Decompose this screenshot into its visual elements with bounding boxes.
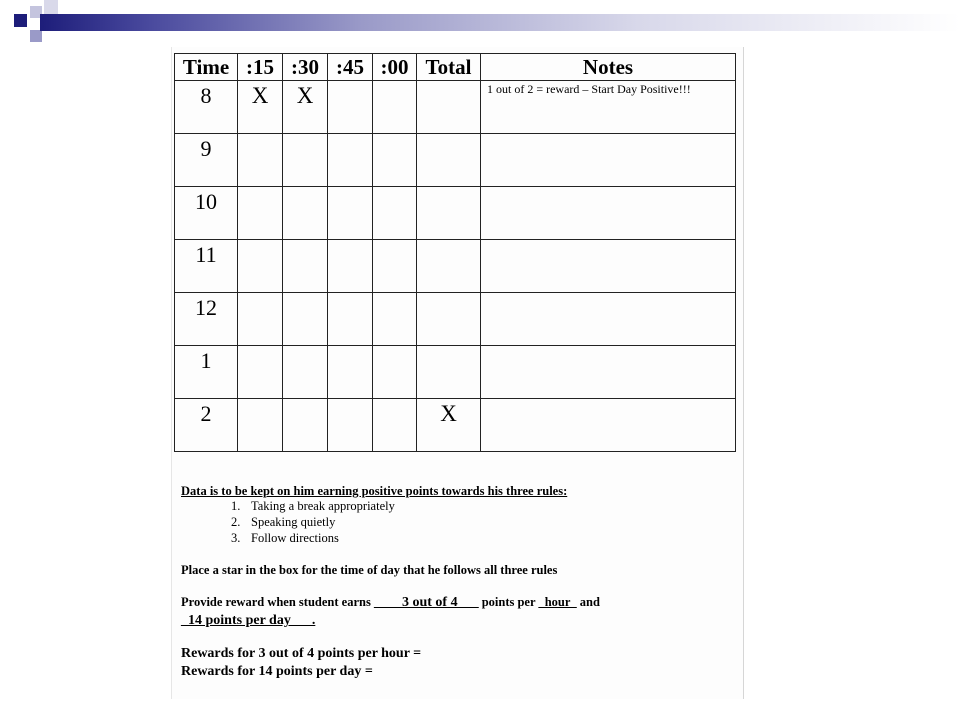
- star-instruction: Place a star in the box for the time of day that he follows all three rules: [181, 563, 558, 577]
- time-cell: 10: [175, 187, 238, 240]
- mark-cell-30: [283, 346, 328, 399]
- mark-cell-45: [328, 81, 373, 134]
- data-sheet: [172, 47, 743, 699]
- mark-cell-00: [373, 81, 417, 134]
- mark-cell-15: [238, 293, 283, 346]
- time-cell: 11: [175, 240, 238, 293]
- mark-cell-00: [373, 293, 417, 346]
- header-time: Time: [175, 54, 238, 81]
- header-notes: Notes: [481, 54, 736, 81]
- reward-day: _14 points per day___.: [181, 613, 316, 628]
- table-row: [175, 293, 736, 346]
- table-row: [175, 134, 736, 187]
- decor-square-dark: [14, 14, 27, 27]
- mark-cell-15: [238, 187, 283, 240]
- notes-cell: [481, 240, 736, 293]
- notes-cell: [481, 293, 736, 346]
- total-cell: [417, 134, 481, 187]
- decor-square-pale: [44, 0, 58, 14]
- reward-line: Provide reward when student earns ____3 out of 4___ points per _hour_ and: [181, 595, 600, 610]
- rule-item: [231, 498, 395, 514]
- total-cell: [417, 346, 481, 399]
- notes-cell: [481, 187, 736, 240]
- header-00: :00: [373, 54, 417, 81]
- reward-unit: _hour_: [538, 595, 577, 609]
- mark-cell-15: [238, 346, 283, 399]
- total-cell: X: [417, 399, 481, 452]
- time-cell: 9: [175, 134, 238, 187]
- mark-cell-15: [238, 134, 283, 187]
- mark-cell-15: X: [238, 81, 283, 134]
- rule-number: 1.: [231, 499, 241, 513]
- time-cell: 8: [175, 81, 238, 134]
- mark-cell-00: [373, 187, 417, 240]
- hourly-rewards-line: Rewards for 3 out of 4 points per hour =: [181, 646, 422, 661]
- mark-cell-45: [328, 293, 373, 346]
- mark-cell-45: [328, 134, 373, 187]
- mark-cell-30: [283, 399, 328, 452]
- time-cell: 12: [175, 293, 238, 346]
- table-row: [175, 187, 736, 240]
- notes-cell: [481, 399, 736, 452]
- header-row: [175, 54, 736, 81]
- rule-number: 3.: [231, 531, 241, 545]
- mark-cell-00: [373, 240, 417, 293]
- notes-cell: [481, 134, 736, 187]
- table-row: [175, 81, 736, 134]
- time-cell: 1: [175, 346, 238, 399]
- time-cell: 2: [175, 399, 238, 452]
- header-total: Total: [417, 54, 481, 81]
- mark-cell-45: [328, 346, 373, 399]
- total-cell: [417, 240, 481, 293]
- daily-rewards-line: Rewards for 14 points per day =: [181, 664, 373, 679]
- rule-item: [231, 530, 395, 546]
- title-gradient-bar: [40, 14, 960, 31]
- mark-cell-15: [238, 240, 283, 293]
- mark-cell-30: [283, 187, 328, 240]
- table-row: [175, 399, 736, 452]
- total-cell: [417, 187, 481, 240]
- mark-cell-45: [328, 399, 373, 452]
- mark-cell-00: [373, 134, 417, 187]
- mark-cell-45: [328, 187, 373, 240]
- mark-cell-30: [283, 293, 328, 346]
- rule-text: Follow directions: [251, 531, 339, 545]
- reward-points: ____3 out of 4___: [373, 595, 479, 610]
- rule-item: [231, 514, 395, 530]
- tracking-table: [174, 53, 736, 452]
- mark-cell-00: [373, 346, 417, 399]
- notes-cell: 1 out of 2 = reward – Start Day Positive!!!: [481, 81, 736, 134]
- rule-number: 2.: [231, 515, 241, 529]
- table-row: [175, 240, 736, 293]
- header-45: :45: [328, 54, 373, 81]
- mark-cell-00: [373, 399, 417, 452]
- table-row: [175, 346, 736, 399]
- rule-list: [181, 498, 395, 546]
- mark-cell-30: [283, 240, 328, 293]
- decor-square-mid: [30, 30, 42, 42]
- mark-cell-30: [283, 134, 328, 187]
- reward-day-line: [181, 613, 315, 629]
- rule-text: Speaking quietly: [251, 515, 336, 529]
- total-cell: [417, 293, 481, 346]
- total-cell: [417, 81, 481, 134]
- rule-text: Taking a break appropriately: [251, 499, 395, 513]
- instructions-heading: Data is to be kept on him earning positive points towards his three rules:: [181, 484, 568, 498]
- mark-cell-30: X: [283, 81, 328, 134]
- mark-cell-15: [238, 399, 283, 452]
- header-30: :30: [283, 54, 328, 81]
- header-15: :15: [238, 54, 283, 81]
- notes-cell: [481, 346, 736, 399]
- mark-cell-45: [328, 240, 373, 293]
